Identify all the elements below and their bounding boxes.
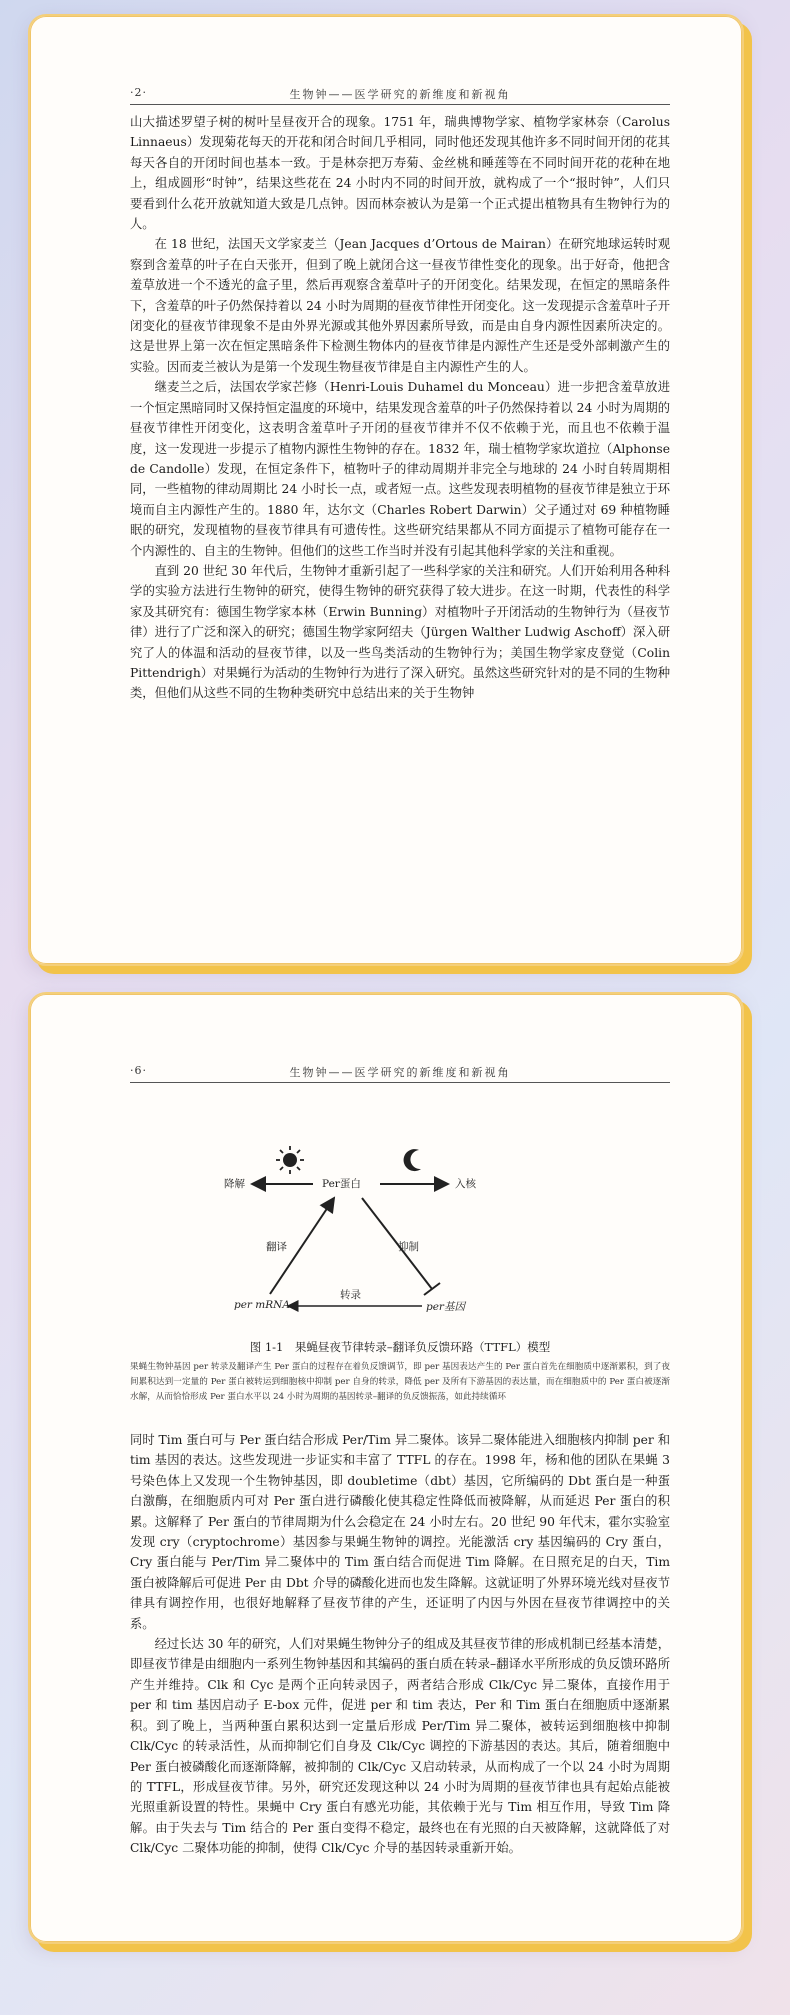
running-title: 生物钟——医学研究的新维度和新视角 <box>289 1066 511 1079</box>
page-number: ·6· <box>130 1064 147 1077</box>
paragraph: 在 18 世纪，法国天文学家麦兰（Jean Jacques d’Ortous de Mairan）在研究地球运转时观察到含羞草的叶子在白天张开，但到了晚上就闭合这一昼夜节律性变化的现象。出于好奇，他把含羞草放进一个不透光的盒子里，然后再观察含羞草叶子的开闭变化。结果发现，在恒定的黑暗条件下，含羞草的叶子仍然保持着以 24 小时为周期的昼夜节律性开闭变化。这一发现提示含羞草叶子开闭变化的昼夜节律现象不是由外界光源或其他外界因素所导致，而是由自身内源性因素所决定的。这是世界上第一次在恒定黑暗条件下检测生物体内的昼夜节律是内源性产生还是受外部刺激产生的实验。因而麦兰被认为是第一个发现生物昼夜节律是自主内源性产生的人。 <box>130 237 670 374</box>
edge-transcription: 转录 <box>340 1289 361 1301</box>
paragraph: 继麦兰之后，法国农学家芒修（Henri-Louis Duhamel du Monceau）进一步把含羞草放进一个恒定黑暗同时又保持恒定温度的环境中，结果发现含羞草的叶子仍然保持着以 24 小时为周期的昼夜节律性开闭变化，这表明含羞草叶子开闭的昼夜节律并不仅不依赖于光，而且也不依赖于温度，这一发现进一步提示了植物内源性生物钟的存在。1832 年，瑞士植物学家坎道拉（Alphonse de Candolle）发现，在恒定条件下，植物叶子的律动周期并非完全与地球的 24 小时自转周期相同，一些植物的律动周期比 24 小时长一点，或者短一点。这些发现表明植物的昼夜节律是独立于环境而自主内源性产生的。1880 年，达尔文（Charles Robert Darwin）父子通过对 69 种植物睡眠的研究，发现植物的昼夜节律具有可遗传性。这些研究结果都从不同方面提示了植物可能存在一个内源性的、自主的生物钟。但他们的这些工作当时并没有引起其他科学家的关注和重视。 <box>130 380 670 558</box>
page-number: ·2· <box>130 86 147 99</box>
sun-icon <box>276 1146 304 1174</box>
node-per-gene: per基因 <box>426 1301 465 1313</box>
running-header <box>130 84 670 105</box>
node-per-protein: Per蛋白 <box>322 1178 361 1190</box>
edge-translation: 翻译 <box>266 1241 287 1253</box>
body-text <box>130 1430 670 1859</box>
moon-icon <box>404 1149 421 1171</box>
paragraph: 同时 Tim 蛋白可与 Per 蛋白结合形成 Per/Tim 异二聚体。该异二聚体能进入细胞核内抑制 per 和 tim 基因的表达。这些发现进一步证实和丰富了 TTFL 的存在。1998 年，杨和他的团队在果蝇 3 号染色体上又发现一个生物钟基因，即 doubletime（dbt）基因，它所编码的 Dbt 蛋白是一种蛋白激酶，在细胞质内可对 Per 蛋白进行磷酸化使其稳定性降低而被降解，从而延迟 Per 蛋白的积累。这解释了 Per 蛋白的节律周期为什么会稳定在 24 小时左右。20 世纪 90 年代末，霍尔实验室发现 cry（cryptochrome）基因参与果蝇生物钟的调控。光能激活 cry 基因编码的 Cry 蛋白，Cry 蛋白能与 Per/Tim 异二聚体中的 Tim 蛋白结合而促进 Tim 降解。在日照充足的白天，Tim 蛋白被降解后可促进 Per 由 Dbt 介导的磷酸化进而也发生降解。这就证明了外界环境光线对昼夜节律具有调控作用，也很好地解释了昼夜节律的产生，还证明了内因与外因在昼夜节律调控中的关系。 <box>130 1433 670 1631</box>
running-title: 生物钟——医学研究的新维度和新视角 <box>289 88 511 101</box>
running-header <box>130 1062 670 1083</box>
paragraph: 山大描述罗望子树的树叶呈昼夜开合的现象。1751 年，瑞典博物学家、植物学家林奈（Carolus Linnaeus）发现菊花每天的开花和闭合时间几乎相同，同时他还发现其他许多不同时间开闭的花其每天各自的开闭时间也基本一致。于是林奈把万寿菊、金丝桃和睡莲等在不同时间开花的花种在地上，组成圆形“时钟”，结果这些花在 24 小时内不同的时间开放，就构成了一个“报时钟”，人们只要看到什么花开放就知道大致是几点钟。因而林奈被认为是第一个正式提出植物具有生物钟行为的人。 <box>130 115 670 232</box>
node-degradation: 降解 <box>224 1178 245 1190</box>
paragraph: 经过长达 30 年的研究，人们对果蝇生物钟分子的组成及其昼夜节律的形成机制已经基本清楚，即昼夜节律是由细胞内一系列生物钟基因和其编码的蛋白质在转录–翻译水平所形成的负反馈环路所产生并维持。Clk 和 Cyc 是两个正向转录因子，两者结合形成 Clk/Cyc 异二聚体，直接作用于 per 和 tim 基因启动子 E-box 元件，促进 per 和 tim 表达，Per 和 Tim 蛋白在细胞质中逐渐累积。到了晚上，当两种蛋白累积达到一定量后形成 Per/Tim 异二聚体，被转运到细胞核中抑制 Clk/Cyc 的转录活性，从而抑制它们自身及 Clk/Cyc 调控的下游基因的表达。其后，随着细胞中 Per 蛋白被磷酸化而逐渐降解，被抑制的 Clk/Cyc 又启动转录，从而构成了一个以 24 小时为周期的 TTFL，形成昼夜节律。另外，研究还发现这种以 24 小时为周期的昼夜节律也具有起始点能被光照重新设置的特性。果蝇中 Cry 蛋白有感光功能，其依赖于光与 Tim 相互作用，导致 Tim 降解。由于失去与 Tim 结合的 Per 蛋白变得不稳定，最终也在有光照的白天被降解，这就降低了对 Clk/Cyc 二聚体功能的抑制，使得 Clk/Cyc 介导的基因转录重新开始。 <box>130 1637 670 1856</box>
diagram-arrows <box>130 1094 670 1334</box>
node-per-mrna: per mRNA <box>234 1299 290 1311</box>
edge-inhibition: 抑制 <box>398 1241 419 1253</box>
figure-note: 果蝇生物钟基因 per 转录及翻译产生 Per 蛋白的过程存在着负反馈调节，即 per 基因表达产生的 Per 蛋白首先在细胞质中逐渐累积，到了夜间累积达到一定量的 Per 蛋白被转运到细胞核中抑制 per 自身的转录，降低 per 及所有下游基因的表达量，而在细胞质中的 Per 蛋白被逐渐水解，从而恰恰形成 Per 蛋白水平以 24 小时为周期的基因转录–翻译的负反馈振荡，如此持续循环 <box>130 1362 670 1402</box>
page-card-2 <box>28 992 744 1944</box>
body-text <box>130 112 670 704</box>
ttfl-diagram <box>130 1094 670 1334</box>
node-nuclear-entry: 入核 <box>455 1178 476 1190</box>
page-card-1 <box>28 14 744 966</box>
figure-caption: 图 1-1 果蝇昼夜节律转录–翻译负反馈环路（TTFL）模型 <box>249 1340 551 1354</box>
paragraph: 直到 20 世纪 30 年代后，生物钟才重新引起了一些科学家的关注和研究。人们开始利用各种科学的实验方法进行生物钟的研究，使得生物钟的研究获得了较大进步。在这一时期，代表性的科学家及其研究有：德国生物学家本林（Erwin Bunning）对植物叶子开闭活动的生物钟行为（昼夜节律）进行了广泛和深入的研究；德国生物学家阿绍夫（Jürgen Walther Ludwig Aschoff）深入研究了人的体温和活动的昼夜节律，以及一些鸟类活动的生物钟行为；美国生物学家皮登觉（Colin Pittendrigh）对果蝇行为活动的生物钟行为进行了深入研究。虽然这些研究针对的是不同的生物种类，但他们从这些不同的生物种类研究中总结出来的关于生物钟 <box>130 563 670 701</box>
